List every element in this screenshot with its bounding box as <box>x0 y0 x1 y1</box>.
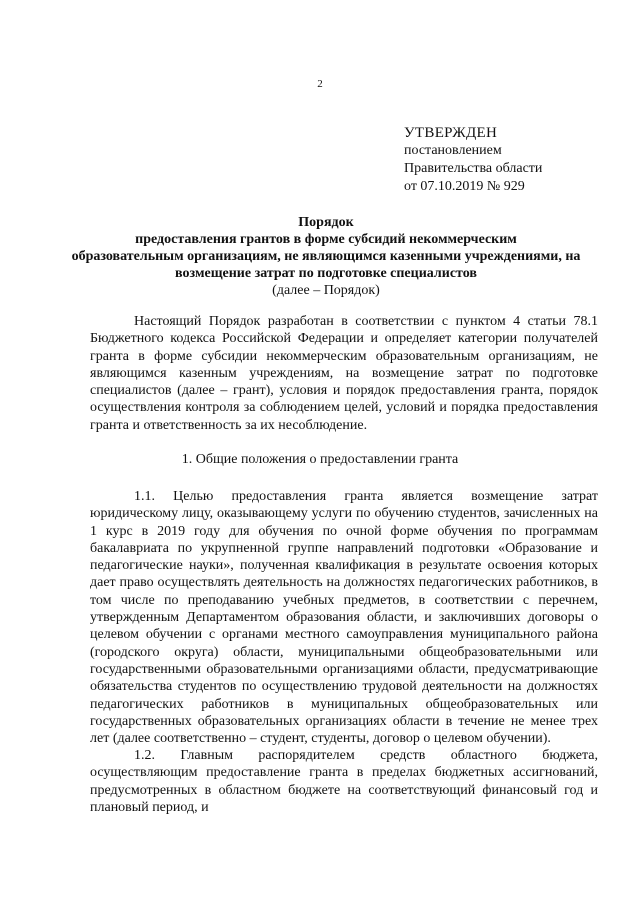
section-1-body <box>90 488 598 747</box>
approval-heading: УТВЕРЖДЕН <box>404 125 498 141</box>
title-name: Порядок <box>298 215 354 230</box>
paragraph-1-2: 1.2. Главным распорядителем средств областного бюджета, осуществляющим предоставление гранта в пределах бюджетных ассигнований, предусмотренных в областном бюджете на соответствующий финансовый год и плановый период, и <box>90 748 598 815</box>
approval-stamp <box>404 124 542 196</box>
section-1-heading: 1. Общие положения о предоставлении гранта <box>181 452 459 467</box>
approval-line-1: постановлением <box>404 143 502 158</box>
document-title <box>56 214 596 299</box>
approval-line-2: Правительства области <box>404 161 543 176</box>
page-number: 2 <box>317 78 323 90</box>
paragraph-1-1: 1.1. Целью предоставления гранта является возмещение затрат юридическому лицу, оказывающему услуги по обучению студентов, зачисленных на 1 курс в 2019 году для обучения по очной форме обучения по программам бакалавриата по укрупненной группе направлений подготовки «Образование и педагогические науки», полученная квалификация в результате освоения которых дает право осуществлять деятельность на должностях педагогических работников, в том числе по преподаванию учебных предметов, в соответствии с перечнем, утвержденным Департаментом образования области, и заключивших договоры о целевом обучении с органами местного самоуправления муниципального района (городского округа) области, муниципальными общеобразовательными или государственными образовательными организациями области, предусматривающие обязательства студентов по осуществлению трудовой деятельности на должностях педагогических работников в муниципальных общеобразовательных или государственных образовательных организациях области в течение не менее трех лет (далее соответственно – студент, студенты, договор о целевом обучении). <box>90 489 598 747</box>
approval-line-3: от 07.10.2019 № 929 <box>404 179 525 194</box>
title-abbreviation: (далее – Порядок) <box>272 283 380 298</box>
title-line-2: образовательным организациям, не являющимся казенными учреждениями, на <box>71 249 581 264</box>
title-line-3: возмещение затрат по подготовке специалистов <box>175 266 477 281</box>
intro-paragraph: Настоящий Порядок разработан в соответствии с пунктом 4 статьи 78.1 Бюджетного кодекса Российской Федерации и определяет категории получателей гранта в форме субсидии некоммерческим образовательным организациям, не являющимся казенным учреждениям, на возмещение затрат по подготовке специалистов (далее – грант), условия и порядок предоставления гранта, порядок осуществления контроля за соблюдением целей, условий и порядка предоставления гранта и ответственность за их несоблюдение. <box>90 314 598 433</box>
intro-section <box>90 313 598 434</box>
section-1-body-continued <box>90 747 598 816</box>
title-line-1: предоставления грантов в форме субсидий некоммерческим <box>135 232 517 247</box>
